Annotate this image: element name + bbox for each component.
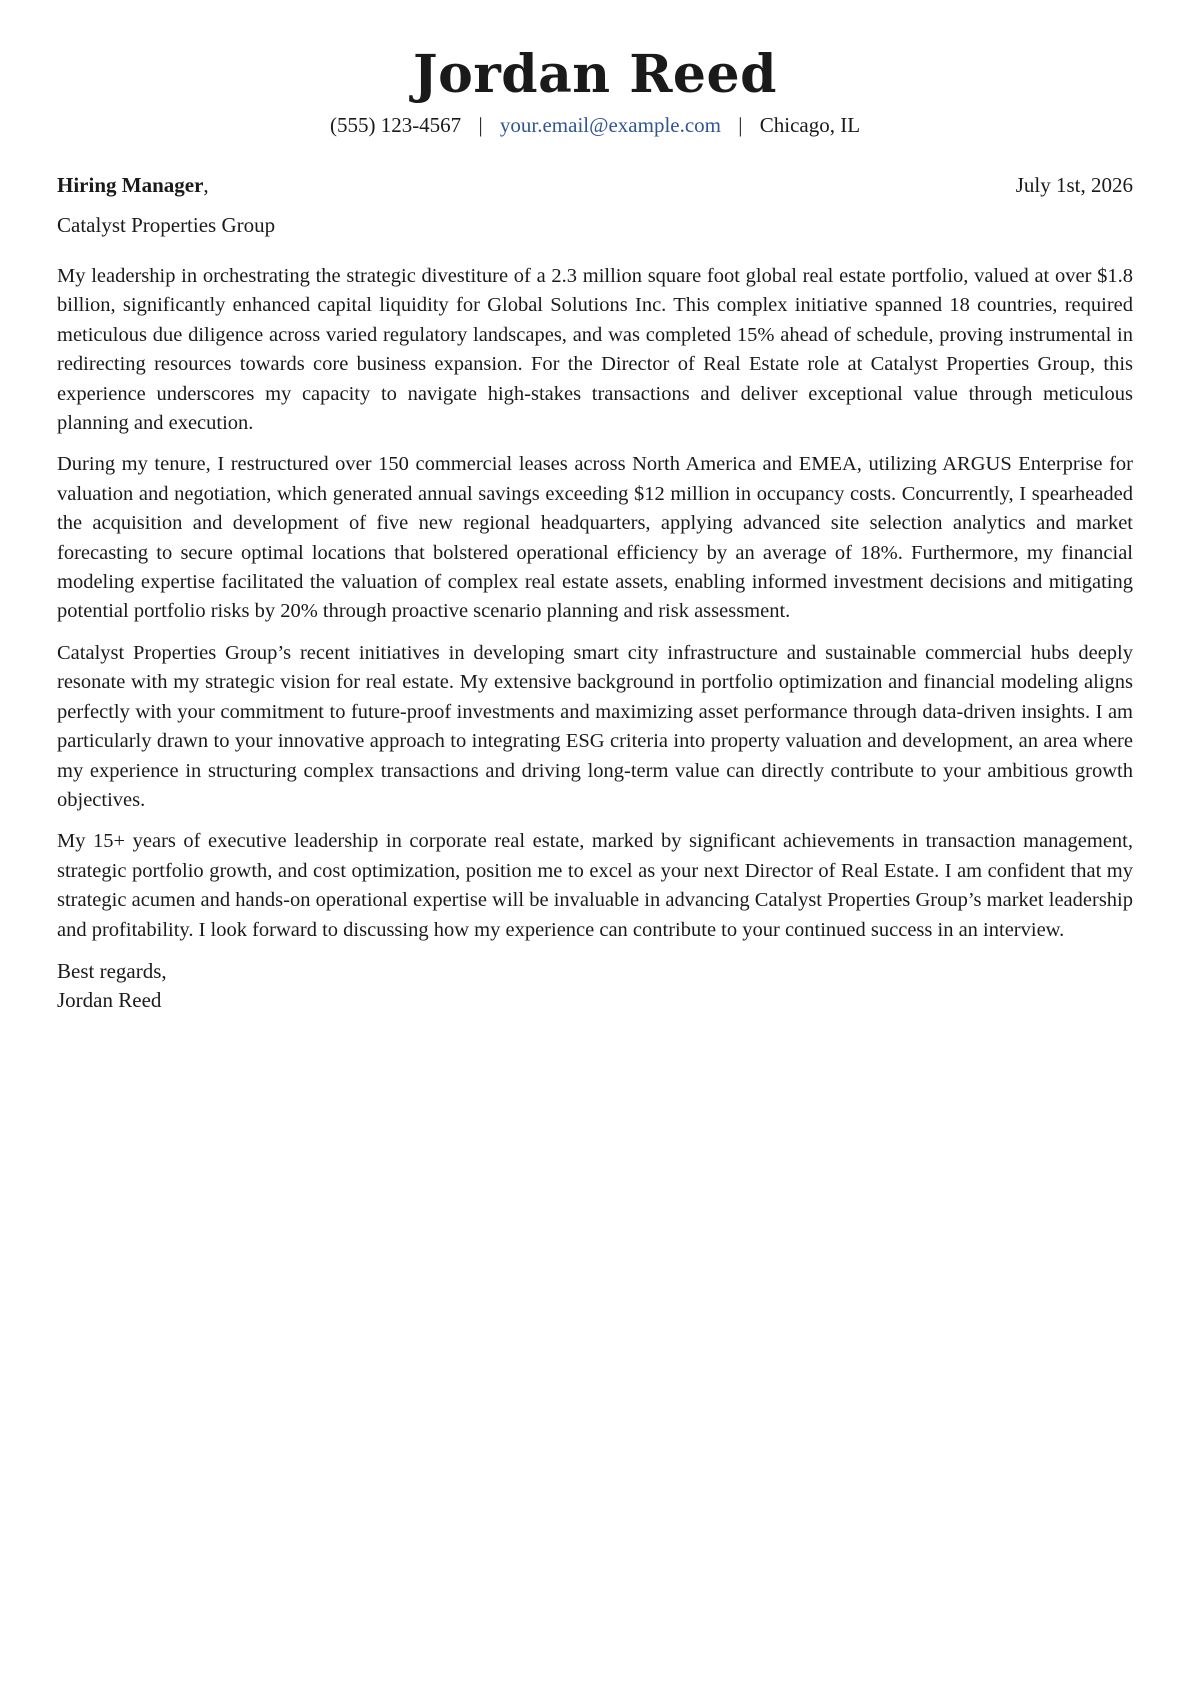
recipient-line xyxy=(57,170,209,200)
body-paragraph-2: During my tenure, I restructured over 150 commercial leases across North America and EMEA, utilizing ARGUS Enterprise for valuation and negotiation, which generated annual savings exceeding $12 million in occupancy costs. Concurrently, I spearheaded the acquisition and development of five new regional headquarters, applying advanced site selection analytics and market forecasting to secure optimal locations that bolstered operational efficiency by an average of 18%. Furthermore, my financial modeling expertise facilitated the valuation of complex real estate assets, enabling informed investment decisions and mitigating potential portfolio risks by 20% through proactive scenario planning and risk assessment. xyxy=(57,453,1133,623)
contact-line xyxy=(57,110,1133,140)
closing-block xyxy=(57,957,1133,1016)
contact-separator: | xyxy=(738,113,743,137)
letter-body xyxy=(57,262,1133,945)
cover-letter-page xyxy=(57,40,1133,1016)
phone-number: (555) 123-4567 xyxy=(329,113,462,137)
contact-separator: | xyxy=(478,113,483,137)
body-paragraph-1: My leadership in orchestrating the strategic divestiture of a 2.3 million square foot global real estate portfolio, valued at over $1.8 billion, significantly enhanced capital liquidity for Global Solutions Inc. This complex initiative spanned 18 countries, required meticulous due diligence across varied regulatory landscapes, and was completed 15% ahead of schedule, proving instrumental in redirecting resources towards core business expansion. For the Director of Real Estate role at Catalyst Properties Group, this experience underscores my capacity to navigate high-stakes transactions and deliver exceptional value through meticulous planning and execution. xyxy=(57,265,1133,435)
body-paragraph-4: My 15+ years of executive leadership in corporate real estate, marked by significant achievements in transaction management, strategic portfolio growth, and cost optimization, position me to excel as your next Director of Real Estate. I am confident that my strategic acumen and hands-on operational expertise will be invaluable in advancing Catalyst Properties Group’s market leadership and profitability. I look forward to discussing how my experience can contribute to your continued success in an interview. xyxy=(57,830,1133,941)
recipient-name: Hiring Manager xyxy=(57,173,204,197)
signature-name: Jordan Reed xyxy=(57,988,162,1013)
recipient-date-row xyxy=(57,170,1133,200)
applicant-name: Jordan Reed xyxy=(413,44,777,105)
closing-salutation: Best regards, xyxy=(57,958,167,983)
email-link[interactable]: your.email@example.com xyxy=(499,113,722,137)
letter-date: July 1st, 2026 xyxy=(1015,173,1133,197)
location: Chicago, IL xyxy=(759,113,861,137)
recipient-company: Catalyst Properties Group xyxy=(57,213,276,237)
body-paragraph-3: Catalyst Properties Group’s recent initiatives in developing smart city infrastructure and sustainable commercial hubs deeply resonate with my strategic vision for real estate. My extensive background in portfolio optimization and financial modeling aligns perfectly with your commitment to future-proof investments and maximizing asset performance through data-driven insights. I am particularly drawn to your innovative approach to integrating ESG criteria into property valuation and development, an area where my experience in structuring complex transactions and driving long-term value can directly contribute to your ambitious growth objectives. xyxy=(57,641,1133,811)
recipient-suffix: , xyxy=(203,173,209,197)
